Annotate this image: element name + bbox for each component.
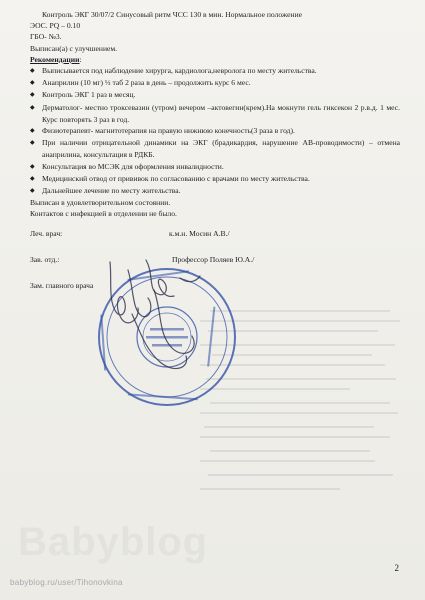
recommendation-text: Консультация во МСЭК для оформления инвалидности. bbox=[42, 161, 224, 171]
watermark-logo: Babyblog bbox=[18, 520, 209, 564]
hbo-line: ГБО- №3. bbox=[30, 32, 62, 42]
recommendation-item bbox=[30, 102, 400, 125]
discharged-line: Выписан(а) с улучшением. bbox=[30, 43, 118, 53]
ekg-axis-line: ЭОС. PQ – 0.10 bbox=[30, 21, 81, 31]
recommendations-heading bbox=[30, 54, 400, 65]
bullet-icon: ◆ bbox=[30, 188, 35, 195]
handwritten-signatures bbox=[50, 250, 240, 380]
recommendations-title: Рекомендации bbox=[30, 54, 80, 64]
recommendation-item bbox=[30, 65, 400, 77]
bullet-icon: ◆ bbox=[30, 68, 35, 75]
recommendation-text: Дальнейшее лечение по месту жительства. bbox=[42, 186, 181, 196]
page-number: 2 bbox=[394, 563, 399, 573]
recommendation-text: Физиотерапевт- магнитотерапия на правую нижнюю конечность(3 раза в год). bbox=[42, 126, 295, 136]
recommendation-text: При наличии отрицательной динамики на ЭКГ (брадикардия, нарушение АВ-проводимости) – отмена анаприлина, консультация в РДКБ. bbox=[42, 138, 400, 160]
watermark-url: babyblog.ru/user/Tihonovkina bbox=[10, 578, 123, 587]
recommendation-text: Контроль ЭКГ 1 раз в месяц. bbox=[42, 90, 136, 100]
head-label: Зав. отд.: bbox=[30, 254, 60, 264]
recommendation-text: Анаприлин (10 мг) ⅓ таб 2 раза в день – продолжить курс 6 мес. bbox=[42, 78, 251, 88]
bullet-icon: ◆ bbox=[30, 128, 35, 135]
recommendation-text: Дерматолог- местно троксевазин (утром) вечером –актовегин(крем).На мокнути гель гиксекон 2 р.в.д. 1 мес. Курс повторять 3 раз в год. bbox=[42, 102, 400, 124]
doctor-name: к.м.н. Мосин А.В./ bbox=[169, 228, 230, 238]
recommendation-item bbox=[30, 137, 400, 160]
infection-contact-line: Контактов с инфекцией в отделении не было. bbox=[30, 209, 177, 219]
bullet-icon: ◆ bbox=[30, 104, 35, 111]
ekg-control-line: Контроль ЭКГ 30/07/2 Синусовый ритм ЧСС 130 в мин. Нормальное положение bbox=[42, 10, 303, 19]
recommendation-item bbox=[30, 161, 400, 173]
recommendation-text: Выписывается под наблюдение хирурга, кардиолога,невролога по месту жительства. bbox=[42, 66, 317, 76]
bullet-icon: ◆ bbox=[30, 80, 35, 87]
recommendation-item bbox=[30, 185, 400, 197]
recommendation-text: Медицинский отвод от прививок по согласованию с врачами по месту жительства. bbox=[42, 173, 310, 183]
chief-label: Зам. главного врача bbox=[30, 280, 94, 290]
doctor-label: Леч. врач: bbox=[30, 228, 63, 238]
bullet-icon: ◆ bbox=[30, 175, 35, 182]
recommendations-colon: : bbox=[79, 54, 82, 64]
discharge-state-line: Выписан в удовлетворительном состоянии. bbox=[30, 198, 171, 208]
head-name: Профессор Поляев Ю.А./ bbox=[172, 254, 255, 264]
bullet-icon: ◆ bbox=[30, 92, 35, 99]
recommendation-item bbox=[30, 173, 400, 185]
bullet-icon: ◆ bbox=[30, 140, 35, 147]
recommendation-item bbox=[30, 89, 400, 101]
doctor-signature-row bbox=[30, 228, 400, 246]
bullet-icon: ◆ bbox=[30, 163, 35, 170]
recommendation-item bbox=[30, 77, 400, 89]
recommendation-item bbox=[30, 125, 400, 137]
